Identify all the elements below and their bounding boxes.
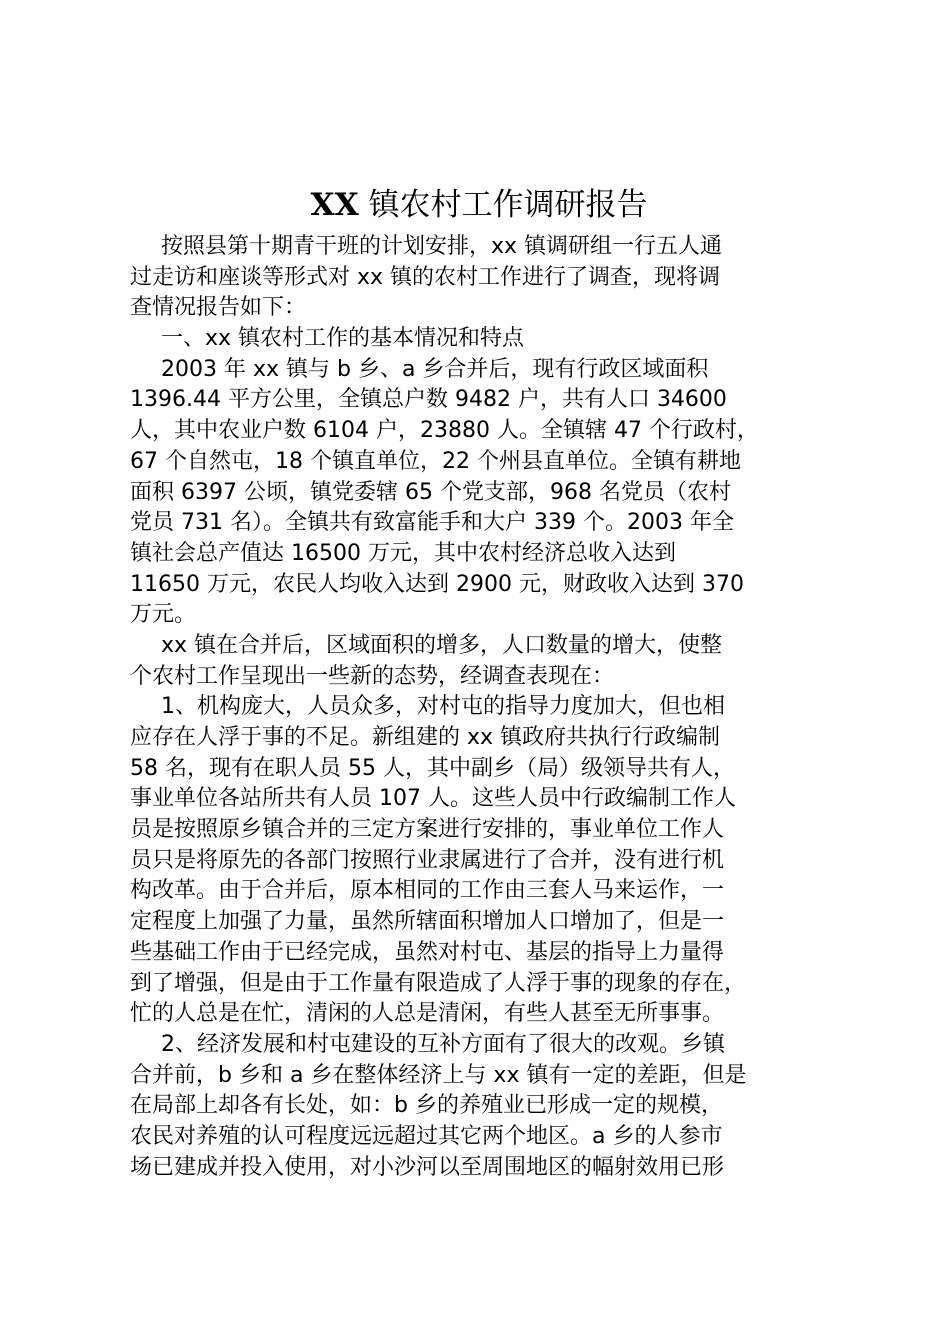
text-line: 忙的人总是在忙，清闲的人总是清闲，有些人甚至无所事事。 xyxy=(130,1001,725,1027)
text-line: 在局部上却各有长处，如：b 乡的养殖业已形成一定的规模， xyxy=(130,1093,723,1119)
text-line: 农民对养殖的认可程度远远超过其它两个地区。a 乡的人参市 xyxy=(130,1123,723,1149)
text-line: 查情况报告如下： xyxy=(130,295,307,321)
section-heading xyxy=(130,324,840,355)
document-body xyxy=(130,232,840,1183)
text-line: 镇社会总产值达 16500 万元，其中农村经济总收入达到 xyxy=(130,540,676,566)
text-line: 到了增强，但是由于工作量有限造成了人浮于事的现象的存在， xyxy=(130,970,747,996)
text-line: 过走访和座谈等形式对 xx 镇的农村工作进行了调查，现将调 xyxy=(130,264,721,290)
paragraph-point-2 xyxy=(130,1030,840,1183)
text-line: 个农村工作呈现出一些新的态势，经调查表现在： xyxy=(130,663,615,689)
text-line: 2、经济发展和村屯建设的互补方面有了很大的改观。乡镇 xyxy=(161,1031,725,1057)
paragraph-intro xyxy=(130,232,840,324)
text-line: 应存在人浮于事的不足。新组建的 xx 镇政府共执行行政编制 xyxy=(130,725,721,750)
text-line: 些基础工作由于已经完成，虽然对村屯、基层的指导上力量得 xyxy=(130,939,725,965)
document-title-latin: XX xyxy=(310,187,359,223)
paragraph-basic-stats xyxy=(130,355,840,631)
paragraph-point-1 xyxy=(130,692,840,1030)
text-line: 合并前，b 乡和 a 乡在整体经济上与 xx 镇有一定的差距，但是 xyxy=(130,1062,747,1088)
text-line: 万元。 xyxy=(130,602,197,628)
text-line: 面积 6397 公顷，镇党委辖 65 个党支部，968 名党员（农村 xyxy=(130,479,731,505)
text-line: 2003 年 xx 镇与 b 乡、a 乡合并后，现有行政区域面积 xyxy=(161,356,709,382)
text-line: 员只是将原先的各部门按照行业隶属进行了合并，没有进行机 xyxy=(130,847,725,873)
document-title-text: 镇农村工作调研报告 xyxy=(358,187,648,223)
paragraph-new-situation xyxy=(130,631,840,692)
text-line: xx 镇在合并后，区域面积的增多，人口数量的增大，使整 xyxy=(161,632,723,658)
text-line: 67 个自然屯，18 个镇直单位，22 个州县直单位。全镇有耕地 xyxy=(130,448,741,474)
text-line: 人，其中农业户数 6104 户，23880 人。全镇辖 47 个行政村， xyxy=(130,418,759,444)
text-line: 按照县第十期青干班的计划安排，xx 镇调研组一行五人通 xyxy=(161,234,723,259)
text-line: 1、机构庞大，人员众多，对村屯的指导力度加大，但也相 xyxy=(161,694,725,720)
text-line: 定程度上加强了力量，虽然所辖面积增加人口增加了，但是一 xyxy=(130,909,725,935)
text-line: 11650 万元，农民人均收入达到 2900 元，财政收入达到 370 xyxy=(130,571,744,597)
text-line: 一、xx 镇农村工作的基本情况和特点 xyxy=(161,326,525,352)
text-line: 事业单位各站所共有人员 107 人。这些人员中行政编制工作人 xyxy=(130,786,736,812)
text-line: 员是按照原乡镇合并的三定方案进行安排的，事业单位工作人 xyxy=(130,817,725,843)
text-line: 党员 731 名）。全镇共有致富能手和大户 339 个。2003 年全 xyxy=(130,510,734,536)
text-line: 构改革。由于合并后，原本相同的工作由三套人马来运作，一 xyxy=(130,878,725,904)
text-line: 场已建成并投入使用，对小沙河以至周围地区的幅射效用已形 xyxy=(130,1154,725,1180)
text-line: 58 名，现有在职人员 55 人，其中副乡（局）级领导共有人， xyxy=(130,755,735,781)
text-line: 1396.44 平方公里，全镇总户数 9482 户，共有人口 34600 xyxy=(130,387,727,413)
document-title xyxy=(0,180,950,230)
